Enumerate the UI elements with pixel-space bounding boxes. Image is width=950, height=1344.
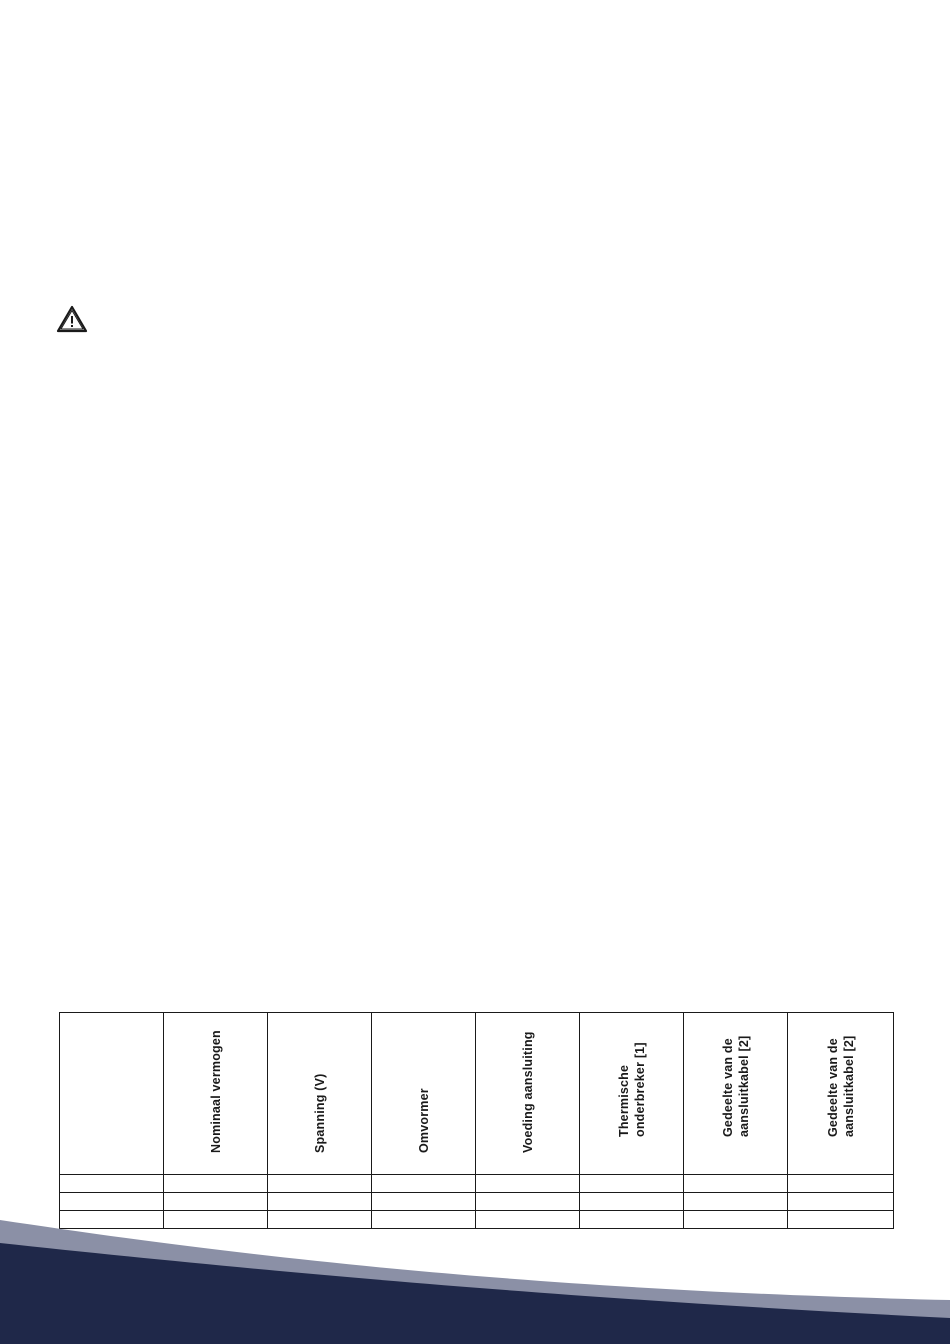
table-cell xyxy=(580,1175,684,1193)
table-cell xyxy=(60,1193,164,1211)
table-cell xyxy=(580,1193,684,1211)
table-cell xyxy=(164,1175,268,1193)
table-cell xyxy=(684,1193,788,1211)
table-cell xyxy=(268,1175,372,1193)
header-cell-thermal-breaker: Thermische onderbreker [1] xyxy=(580,1013,684,1175)
table-row xyxy=(60,1193,894,1211)
table-row xyxy=(60,1175,894,1193)
warning-triangle-icon xyxy=(56,305,88,333)
specifications-table xyxy=(59,1012,894,1229)
header-cell-power-connection: Voeding aansluiting xyxy=(476,1013,580,1175)
table-cell xyxy=(684,1175,788,1193)
table-cell xyxy=(164,1193,268,1211)
table-cell xyxy=(788,1193,894,1211)
table-cell xyxy=(476,1175,580,1193)
table-cell xyxy=(372,1193,476,1211)
table-cell xyxy=(476,1193,580,1211)
header-cell-nominal-power: Nominaal vermogen xyxy=(164,1013,268,1175)
table-cell xyxy=(372,1175,476,1193)
footer-wave-decoration xyxy=(0,1210,950,1344)
table-cell xyxy=(60,1175,164,1193)
table-cell xyxy=(788,1175,894,1193)
header-cell-voltage: Spanning (V) xyxy=(268,1013,372,1175)
header-cell-cable-section-2: Gedeelte van de aansluitkabel [2] xyxy=(788,1013,894,1175)
header-cell-cable-section-1: Gedeelte van de aansluitkabel [2] xyxy=(684,1013,788,1175)
header-cell-empty xyxy=(60,1013,164,1175)
table-header-row xyxy=(60,1013,894,1175)
header-cell-inverter: Omvormer xyxy=(372,1013,476,1175)
table-cell xyxy=(268,1193,372,1211)
